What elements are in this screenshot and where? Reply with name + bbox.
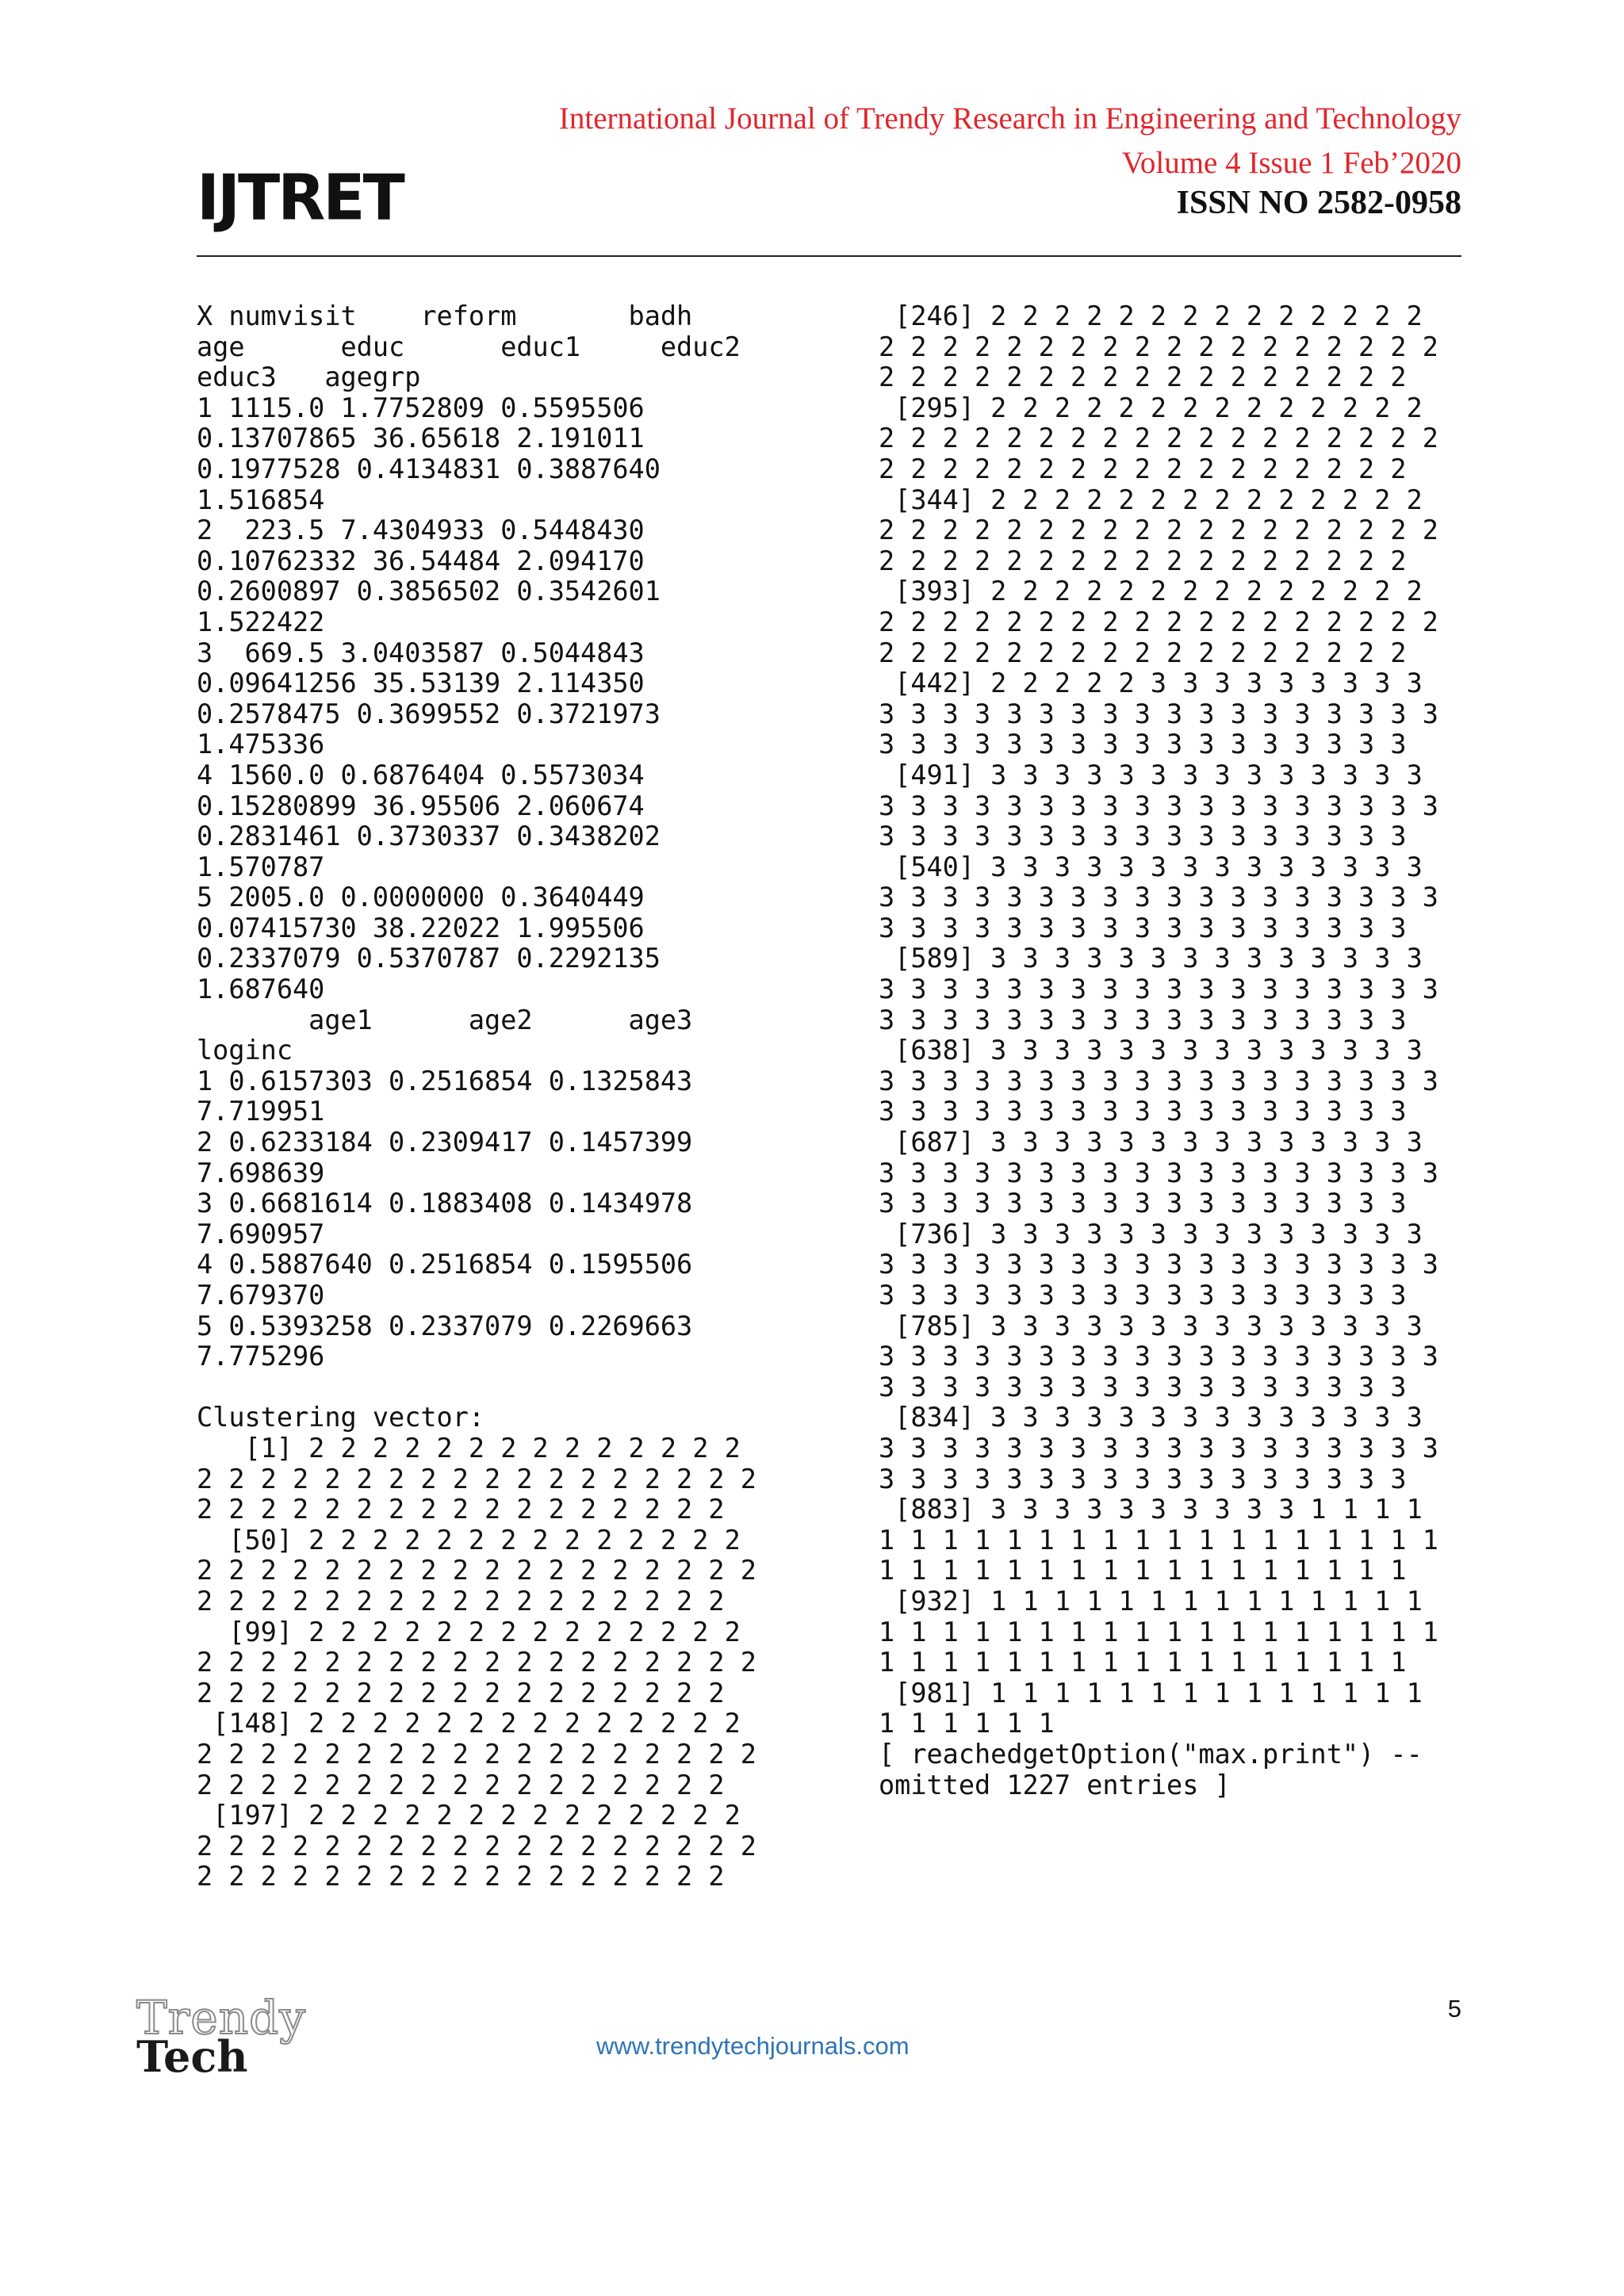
code-line: 2 2 2 2 2 2 2 2 2 2 2 2 2 2 2 2 2 [197, 1677, 725, 1709]
code-line: 2 2 2 2 2 2 2 2 2 2 2 2 2 2 2 2 2 2 [197, 1647, 756, 1678]
code-line: 0.2600897 0.3856502 0.3542601 [197, 576, 661, 607]
code-line: [ reachedgetOption("max.print") -- [879, 1738, 1423, 1770]
code-line: 4 0.5887640 0.2516854 0.1595506 [197, 1249, 693, 1280]
code-line: 3 3 3 3 3 3 3 3 3 3 3 3 3 3 3 3 3 3 [879, 1065, 1438, 1096]
code-line: 3 3 3 3 3 3 3 3 3 3 3 3 3 3 3 3 3 3 [879, 698, 1438, 729]
code-line: 3 3 3 3 3 3 3 3 3 3 3 3 3 3 3 3 3 [879, 912, 1407, 943]
code-line: 1 0.6157303 0.2516854 0.1325843 [197, 1065, 693, 1096]
code-line: 2 2 2 2 2 2 2 2 2 2 2 2 2 2 2 2 2 2 [879, 423, 1438, 454]
code-line: 5 0.5393258 0.2337079 0.2269663 [197, 1310, 693, 1341]
code-line: 3 3 3 3 3 3 3 3 3 3 3 3 3 3 3 3 3 3 [879, 1341, 1438, 1372]
code-line: 2 223.5 7.4304933 0.5448430 [197, 515, 645, 546]
code-line: 3 3 3 3 3 3 3 3 3 3 3 3 3 3 3 3 3 3 [879, 1157, 1438, 1188]
code-line: omitted 1227 entries ] [879, 1769, 1231, 1800]
code-line: 1 1 1 1 1 1 [879, 1708, 1055, 1739]
issn: ISSN NO 2582-0958 [1176, 185, 1461, 221]
code-line: 7.690957 [197, 1218, 325, 1249]
code-line: 3 3 3 3 3 3 3 3 3 3 3 3 3 3 3 3 3 [879, 821, 1407, 852]
code-line: 3 3 3 3 3 3 3 3 3 3 3 3 3 3 3 3 3 3 [879, 974, 1438, 1005]
code-line: 3 3 3 3 3 3 3 3 3 3 3 3 3 3 3 3 3 [879, 1463, 1407, 1494]
code-line: 2 2 2 2 2 2 2 2 2 2 2 2 2 2 2 2 2 [197, 1585, 725, 1617]
code-line: [99] 2 2 2 2 2 2 2 2 2 2 2 2 2 2 [197, 1616, 741, 1647]
right-column-output [879, 301, 1438, 1800]
code-line: 0.13707865 36.65618 2.191011 [197, 423, 645, 454]
code-line: 1 1 1 1 1 1 1 1 1 1 1 1 1 1 1 1 1 [879, 1555, 1407, 1586]
ijtret-logo: IJTRET [197, 162, 403, 235]
code-line: loginc [197, 1035, 293, 1066]
code-line: [932] 1 1 1 1 1 1 1 1 1 1 1 1 1 1 [879, 1585, 1423, 1617]
code-line: 3 3 3 3 3 3 3 3 3 3 3 3 3 3 3 3 3 [879, 1371, 1407, 1402]
header-divider [197, 255, 1461, 257]
page-number: 5 [1447, 1995, 1461, 2022]
code-line: 7.775296 [197, 1341, 325, 1372]
code-line: 2 2 2 2 2 2 2 2 2 2 2 2 2 2 2 2 2 2 [197, 1830, 756, 1862]
code-line: 2 2 2 2 2 2 2 2 2 2 2 2 2 2 2 2 2 [879, 362, 1407, 393]
code-line: [344] 2 2 2 2 2 2 2 2 2 2 2 2 2 2 [879, 484, 1423, 515]
code-line: [540] 3 3 3 3 3 3 3 3 3 3 3 3 3 3 [879, 851, 1423, 882]
journal-header [559, 97, 1461, 186]
code-line: [50] 2 2 2 2 2 2 2 2 2 2 2 2 2 2 [197, 1524, 741, 1556]
code-line: [197] 2 2 2 2 2 2 2 2 2 2 2 2 2 2 [197, 1800, 741, 1831]
code-line: 0.2831461 0.3730337 0.3438202 [197, 821, 661, 852]
left-column-output [197, 301, 756, 1892]
code-line: 1 1115.0 1.7752809 0.5595506 [197, 392, 645, 423]
code-line: 3 669.5 3.0403587 0.5044843 [197, 637, 645, 668]
code-line: [442] 2 2 2 2 2 3 3 3 3 3 3 3 3 3 [879, 668, 1423, 699]
code-line: 0.2337079 0.5370787 0.2292135 [197, 943, 661, 974]
code-line: 3 3 3 3 3 3 3 3 3 3 3 3 3 3 3 3 3 [879, 1280, 1407, 1311]
code-line: 0.10762332 36.54484 2.094170 [197, 545, 645, 576]
tech-logo-text: Tech [136, 2031, 248, 2081]
code-line: 1.687640 [197, 974, 325, 1005]
code-line: [295] 2 2 2 2 2 2 2 2 2 2 2 2 2 2 [879, 392, 1423, 423]
code-line: age1 age2 age3 [197, 1004, 693, 1035]
code-line: 4 1560.0 0.6876404 0.5573034 [197, 759, 645, 790]
code-line: 2 2 2 2 2 2 2 2 2 2 2 2 2 2 2 2 2 [879, 453, 1407, 484]
volume-issue: Volume 4 Issue 1 Feb’2020 [1121, 146, 1461, 180]
code-line: 2 2 2 2 2 2 2 2 2 2 2 2 2 2 2 2 2 2 [879, 606, 1438, 637]
code-line: 3 3 3 3 3 3 3 3 3 3 3 3 3 3 3 3 3 3 [879, 1432, 1438, 1464]
code-line: [491] 3 3 3 3 3 3 3 3 3 3 3 3 3 3 [879, 759, 1423, 790]
code-line: 2 0.6233184 0.2309417 0.1457399 [197, 1127, 693, 1158]
code-line: [785] 3 3 3 3 3 3 3 3 3 3 3 3 3 3 [879, 1310, 1423, 1341]
code-line: [736] 3 3 3 3 3 3 3 3 3 3 3 3 3 3 [879, 1218, 1423, 1249]
code-line: 3 3 3 3 3 3 3 3 3 3 3 3 3 3 3 3 3 [879, 1004, 1407, 1035]
code-line: 1 1 1 1 1 1 1 1 1 1 1 1 1 1 1 1 1 1 [879, 1524, 1438, 1556]
code-line: 2 2 2 2 2 2 2 2 2 2 2 2 2 2 2 2 2 2 [197, 1463, 756, 1494]
code-line: 0.2578475 0.3699552 0.3721973 [197, 698, 661, 729]
code-line: 0.1977528 0.4134831 0.3887640 [197, 453, 661, 484]
code-line: [148] 2 2 2 2 2 2 2 2 2 2 2 2 2 2 [197, 1708, 741, 1739]
code-line: 3 3 3 3 3 3 3 3 3 3 3 3 3 3 3 3 3 3 [879, 790, 1438, 821]
code-line: 3 3 3 3 3 3 3 3 3 3 3 3 3 3 3 3 3 [879, 1188, 1407, 1219]
code-line: 2 2 2 2 2 2 2 2 2 2 2 2 2 2 2 2 2 [197, 1494, 725, 1525]
code-line: [589] 3 3 3 3 3 3 3 3 3 3 3 3 3 3 [879, 943, 1423, 974]
code-line: 2 2 2 2 2 2 2 2 2 2 2 2 2 2 2 2 2 2 [197, 1738, 756, 1770]
code-line: 7.719951 [197, 1096, 325, 1127]
code-line: 1.475336 [197, 729, 325, 760]
code-line: 1.570787 [197, 851, 325, 882]
code-line: 1.516854 [197, 484, 325, 515]
code-line: 2 2 2 2 2 2 2 2 2 2 2 2 2 2 2 2 2 2 [197, 1555, 756, 1586]
code-line: 1.522422 [197, 606, 325, 637]
code-line: 2 2 2 2 2 2 2 2 2 2 2 2 2 2 2 2 2 2 [879, 331, 1438, 362]
code-line: 0.07415730 38.22022 1.995506 [197, 912, 645, 943]
code-line: [393] 2 2 2 2 2 2 2 2 2 2 2 2 2 2 [879, 576, 1423, 607]
code-line: 7.698639 [197, 1157, 325, 1188]
code-line: [834] 3 3 3 3 3 3 3 3 3 3 3 3 3 3 [879, 1402, 1423, 1433]
code-line: 0.09641256 35.53139 2.114350 [197, 668, 645, 699]
code-line: [638] 3 3 3 3 3 3 3 3 3 3 3 3 3 3 [879, 1035, 1423, 1066]
code-line: [883] 3 3 3 3 3 3 3 3 3 3 1 1 1 1 [879, 1494, 1423, 1525]
code-line: age educ educ1 educ2 [197, 331, 741, 362]
code-line: [687] 3 3 3 3 3 3 3 3 3 3 3 3 3 3 [879, 1127, 1423, 1158]
journal-website-link[interactable]: www.trendytechjournals.com [596, 2032, 910, 2060]
code-line: X numvisit reform badh [197, 300, 693, 331]
code-line: [246] 2 2 2 2 2 2 2 2 2 2 2 2 2 2 [879, 300, 1423, 331]
code-line: 3 3 3 3 3 3 3 3 3 3 3 3 3 3 3 3 3 [879, 729, 1407, 760]
trendy-logo-text: Trendy [136, 1994, 306, 2045]
trendy-tech-logo [135, 1994, 317, 2081]
code-line: 2 2 2 2 2 2 2 2 2 2 2 2 2 2 2 2 2 [197, 1861, 725, 1892]
code-line: 1 1 1 1 1 1 1 1 1 1 1 1 1 1 1 1 1 1 [879, 1616, 1438, 1647]
code-line: 0.15280899 36.95506 2.060674 [197, 790, 645, 821]
code-line: [1] 2 2 2 2 2 2 2 2 2 2 2 2 2 2 [197, 1432, 741, 1464]
code-line: 3 3 3 3 3 3 3 3 3 3 3 3 3 3 3 3 3 3 [879, 1249, 1438, 1280]
code-line: Clustering vector: [197, 1402, 485, 1433]
code-line: 2 2 2 2 2 2 2 2 2 2 2 2 2 2 2 2 2 [197, 1769, 725, 1800]
code-line: educ3 agegrp [197, 362, 421, 393]
journal-title: International Journal of Trendy Research in Engineering and Technology [558, 101, 1461, 136]
code-line: 2 2 2 2 2 2 2 2 2 2 2 2 2 2 2 2 2 [879, 545, 1407, 576]
code-line: 3 3 3 3 3 3 3 3 3 3 3 3 3 3 3 3 3 [879, 1096, 1407, 1127]
code-line: 5 2005.0 0.0000000 0.3640449 [197, 882, 645, 913]
code-line: 2 2 2 2 2 2 2 2 2 2 2 2 2 2 2 2 2 [879, 637, 1407, 668]
code-line: 3 3 3 3 3 3 3 3 3 3 3 3 3 3 3 3 3 3 [879, 882, 1438, 913]
code-line: [981] 1 1 1 1 1 1 1 1 1 1 1 1 1 1 [879, 1677, 1423, 1709]
code-line: 3 0.6681614 0.1883408 0.1434978 [197, 1188, 693, 1219]
code-line: 2 2 2 2 2 2 2 2 2 2 2 2 2 2 2 2 2 2 [879, 515, 1438, 546]
code-line: 1 1 1 1 1 1 1 1 1 1 1 1 1 1 1 1 1 [879, 1647, 1407, 1678]
code-line: 7.679370 [197, 1280, 325, 1311]
